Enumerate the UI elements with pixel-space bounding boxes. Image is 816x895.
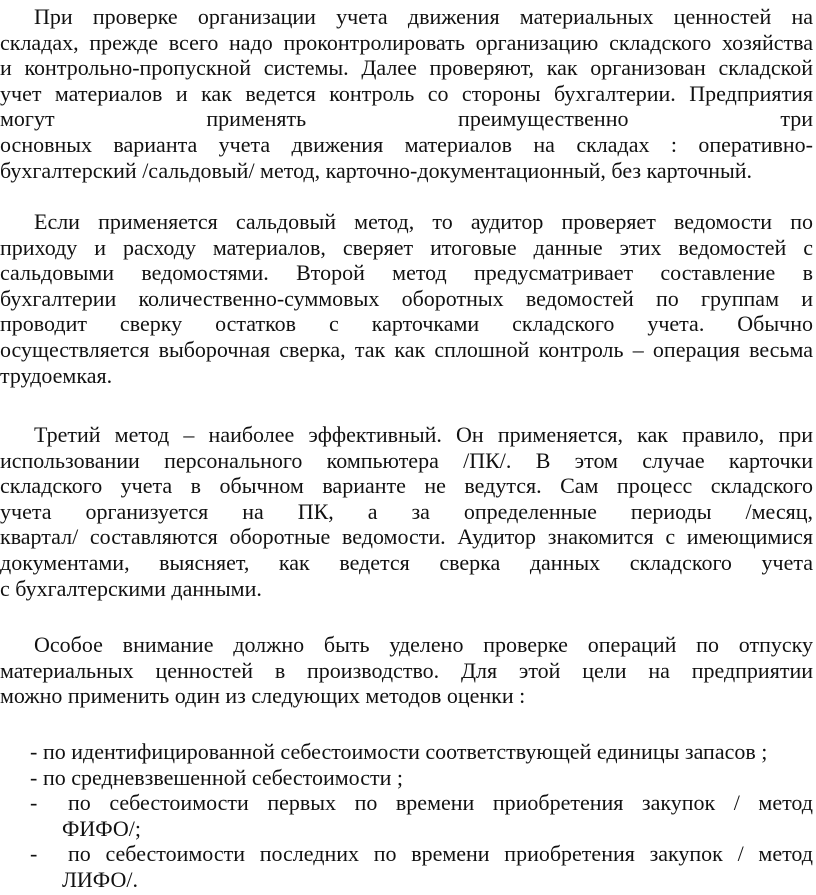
list-item: [0, 739, 813, 765]
paragraph-line: трудоемкая.: [0, 362, 113, 388]
paragraph-line: складского учета в обычном варианте не ведутся. Сам процесс складского: [0, 473, 813, 499]
paragraph-line: складах, прежде всего надо проконтролировать организацию складского хозяйства: [0, 29, 813, 55]
paragraph-line: с бухгалтерскими данными.: [0, 575, 262, 601]
paragraph-line: осуществляется выборочная сверка, так как сплошной контроль – операция весьма: [0, 336, 813, 362]
list-item-continuation: ФИФО/;: [62, 815, 142, 841]
paragraph-2: [0, 209, 813, 388]
list-item: [0, 790, 813, 816]
paragraph-line: бухгалтерии количественно-суммовых оборотных ведомостей по группам и: [0, 285, 813, 311]
list-item: [0, 841, 813, 867]
list-bullet: -: [30, 841, 38, 867]
list-item-text: по себестоимости первых по времени приобретения закупок / метод: [68, 790, 813, 816]
list-item-text: по себестоимости последних по времени приобретения закупок / метод: [68, 841, 813, 867]
list-bullet: -: [30, 790, 38, 816]
paragraph-line: Особое внимание должно быть уделено проверке операций по отпуску: [34, 632, 813, 657]
paragraph-line: Третий метод – наиболее эффективный. Он применяется, как правило, при: [34, 422, 813, 447]
paragraph-line: учет материалов и как ведется контроль со стороны бухгалтерии. Предприятия: [0, 80, 813, 106]
paragraph-line: документами, выясняет, как ведется сверка данных складского учета: [0, 549, 813, 575]
paragraph-1: [0, 4, 813, 183]
paragraph-line: Если применяется сальдовый метод, то аудитор проверяет ведомости по: [34, 209, 813, 234]
valuation-methods-list: [0, 739, 813, 893]
paragraph-line: сальдовыми ведомостями. Второй метод предусматривает составление в: [0, 260, 813, 286]
paragraph-line: проводит сверку остатков с карточками складского учета. Обычно: [0, 311, 813, 337]
paragraph-line: и контрольно-пропускной системы. Далее проверяют, как организован складской: [0, 55, 813, 81]
paragraph-line: могут применять преимущественно три: [0, 106, 813, 132]
paragraph-3: [0, 422, 813, 601]
paragraph-line: При проверке организации учета движения материальных ценностей на: [34, 4, 813, 29]
paragraph-line: можно применить один из следующих методов оценки :: [0, 683, 526, 709]
list-bullet: -: [30, 764, 38, 790]
paragraph-4: [0, 632, 813, 709]
list-bullet: -: [30, 739, 38, 764]
paragraph-line: квартал/ составляются оборотные ведомости. Аудитор знакомится с имеющимися: [0, 524, 813, 550]
list-item-text: по средневзвешенной себестоимости ;: [43, 764, 403, 790]
paragraph-line: бухгалтерский /сальдовый/ метод, карточно-документационный, без карточный.: [0, 157, 753, 183]
list-item: [0, 765, 813, 791]
list-item-continuation: ЛИФО/.: [62, 866, 138, 892]
paragraph-line: материальных ценностей в производство. Для этой цели на предприятии: [0, 657, 813, 683]
paragraph-line: основных варианта учета движения материалов на складах : оперативно-: [0, 131, 813, 157]
paragraph-line: учета организуется на ПК, а за определенные периоды /месяц,: [0, 498, 813, 524]
paragraph-line: использовании персонального компьютера /ПК/. В этом случае карточки: [0, 447, 813, 473]
paragraph-line: приходу и расходу материалов, сверяет итоговые данные этих ведомостей с: [0, 234, 813, 260]
list-item-text: по идентифицированной себестоимости соответствующей единицы запасов ;: [43, 739, 768, 764]
